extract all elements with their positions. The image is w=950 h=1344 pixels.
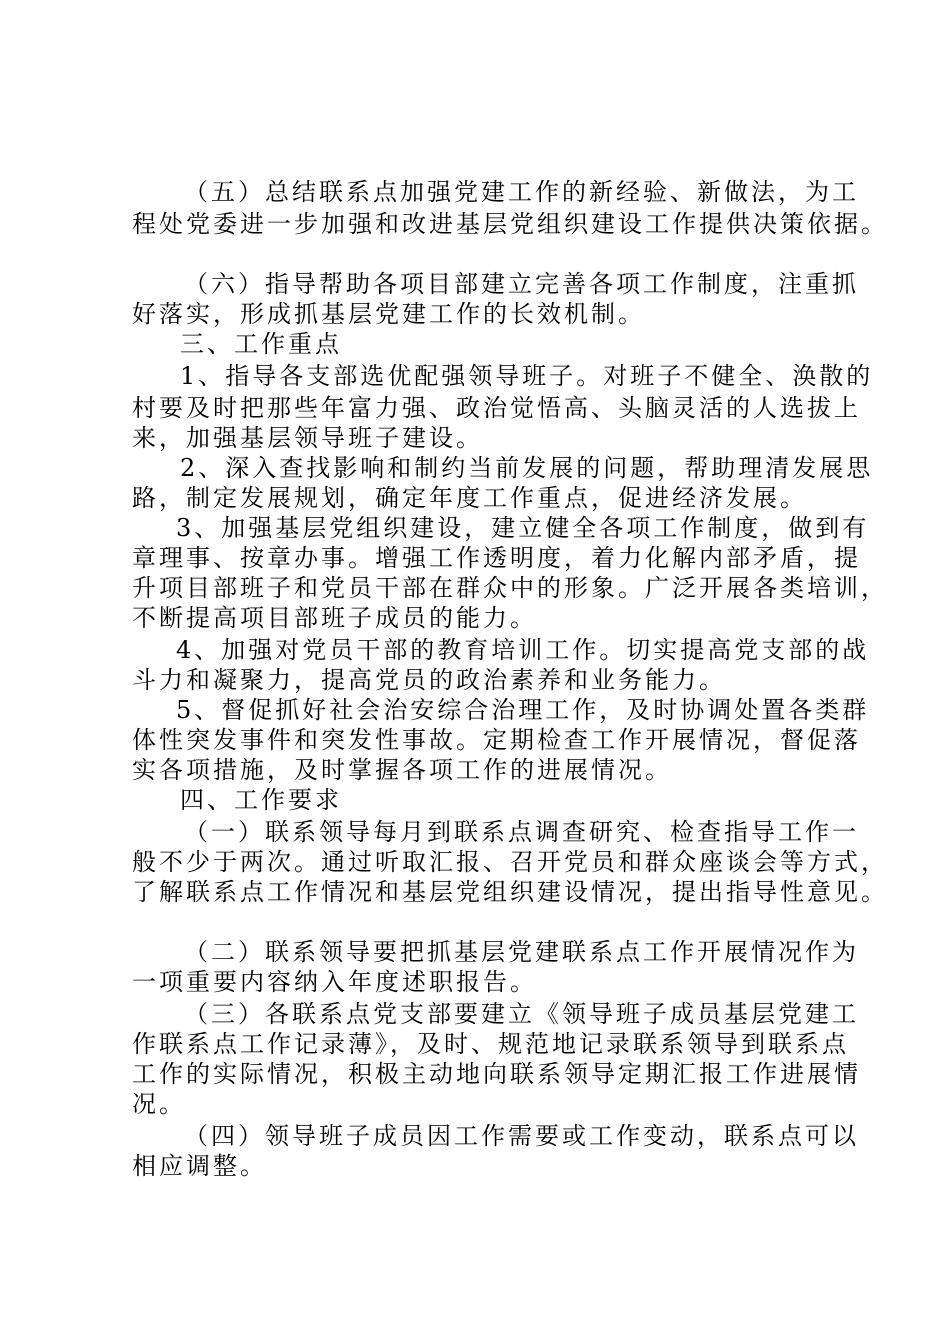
key-point-1-line-2: 村要及时把那些年富力强、政治觉悟高、头脑灵活的人选拔上 (132, 394, 861, 422)
paragraph-6-line-1: （六）指导帮助各项目部建立完善各项工作制度，注重抓 (184, 270, 859, 298)
key-point-3-line-4: 不断提高项目部班子成员的能力。 (132, 604, 537, 632)
key-point-2-line-2: 路，制定发展规划，确定年度工作重点，促进经济发展。 (132, 484, 807, 512)
requirement-1-line-3: 了解联系点工作情况和基层党组织建设情况，提出指导性意见。 (132, 878, 888, 906)
requirement-3-line-4: 况。 (132, 1090, 186, 1118)
key-point-1-line-1: 1、指导各支部选优配强领导班子。对班子不健全、涣散的 (180, 362, 874, 390)
section-heading-3: 三、工作重点 (180, 330, 342, 358)
requirement-2-line-2: 一项重要内容纳入年度述职报告。 (132, 968, 537, 996)
paragraph-5-line-2: 程处党委进一步加强和改进基层党组织建设工作提供决策依据。 (132, 210, 888, 238)
key-point-2-line-1: 2、深入查找影响和制约当前发展的问题，帮助理清发展思 (180, 454, 874, 482)
requirement-4-line-2: 相应调整。 (132, 1152, 267, 1180)
requirement-3-line-1: （三）各联系点党支部要建立《领导班子成员基层党建工 (184, 1000, 859, 1028)
key-point-1-line-3: 来，加强基层领导班子建设。 (132, 424, 483, 452)
requirement-4-line-1: （四）领导班子成员因工作需要或工作变动，联系点可以 (184, 1122, 859, 1150)
section-heading-4: 四、工作要求 (180, 786, 342, 814)
key-point-4-line-2: 斗力和凝聚力，提高党员的政治素养和业务能力。 (132, 666, 726, 694)
key-point-5-line-1: 5、督促抓好社会治安综合治理工作，及时协调处置各类群 (176, 696, 870, 724)
paragraph-6-line-2: 好落实，形成抓基层党建工作的长效机制。 (132, 300, 645, 328)
key-point-3-line-3: 升项目部班子和党员干部在群众中的形象。广泛开展各类培训， (132, 574, 888, 602)
requirement-1-line-2: 般不少于两次。通过听取汇报、召开党员和群众座谈会等方式， (132, 848, 888, 876)
requirement-2-line-1: （二）联系领导要把抓基层党建联系点工作开展情况作为 (184, 938, 859, 966)
key-point-5-line-3: 实各项措施，及时掌握各项工作的进展情况。 (132, 756, 672, 784)
key-point-5-line-2: 体性突发事件和突发性事故。定期检查工作开展情况，督促落 (132, 726, 861, 754)
key-point-3-line-1: 3、加强基层党组织建设，建立健全各项工作制度，做到有 (176, 514, 870, 542)
key-point-3-line-2: 章理事、按章办事。增强工作透明度，着力化解内部矛盾，提 (132, 544, 861, 572)
key-point-4-line-1: 4、加强对党员干部的教育培训工作。切实提高党支部的战 (176, 636, 870, 664)
requirement-3-line-3: 工作的实际情况，积极主动地向联系领导定期汇报工作进展情 (132, 1060, 861, 1088)
requirement-1-line-1: （一）联系领导每月到联系点调查研究、检查指导工作一 (184, 818, 859, 846)
requirement-3-line-2: 作联系点工作记录薄》，及时、规范地记录联系领导到联系点 (132, 1030, 849, 1058)
paragraph-5-line-1: （五）总结联系点加强党建工作的新经验、新做法，为工 (184, 178, 859, 206)
